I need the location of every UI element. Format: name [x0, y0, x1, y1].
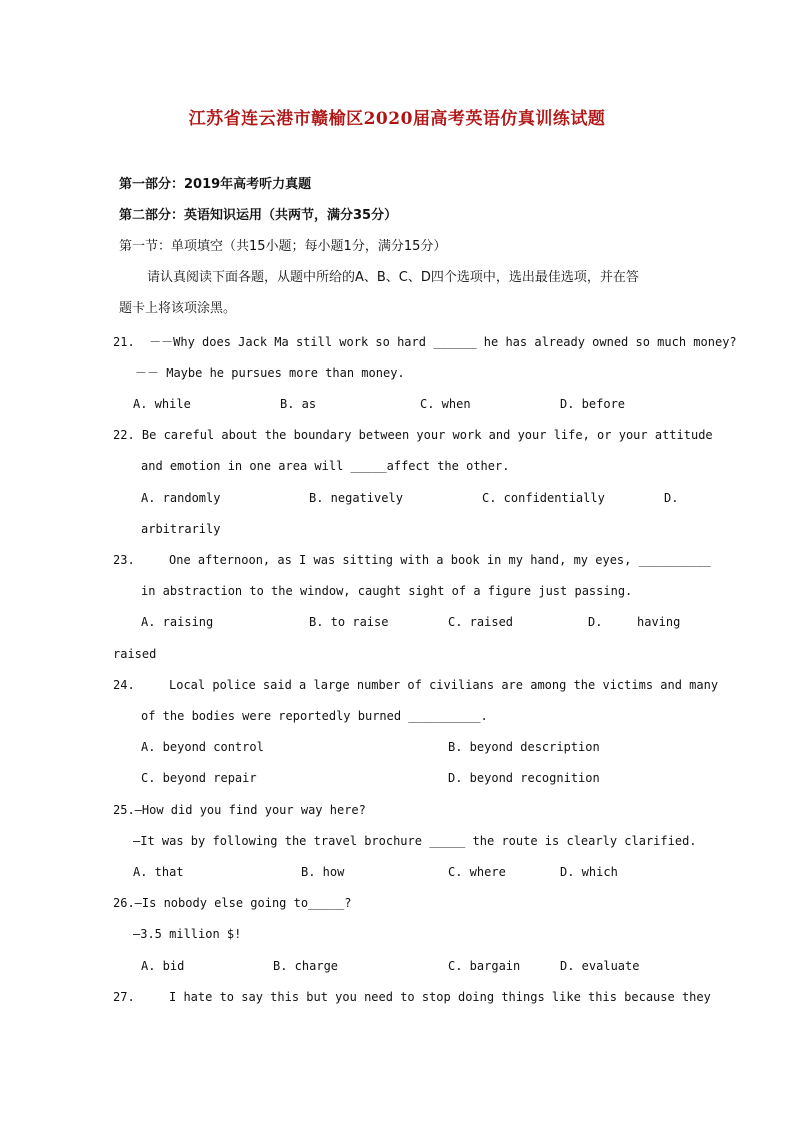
q24-stem-line-1: Local police said a large number of civilians are among the victims and many	[169, 678, 719, 692]
q26-option-c: C. bargain	[448, 959, 521, 973]
q22-option-a: A. randomly	[141, 491, 221, 505]
q23-stem-line-2: in abstraction to the window, caught sight of a figure just passing.	[141, 584, 633, 598]
q23-option-d: D.	[588, 615, 603, 629]
q25-option-a: A. that	[133, 865, 184, 879]
q27-number: 27.	[113, 990, 135, 1004]
q27-stem-line-1: I hate to say this but you need to stop doing things like this because they	[169, 990, 711, 1004]
q26-stem-line-1: 26.—Is nobody else going to_____?	[113, 896, 352, 910]
q21-stem-line-1: 21. －－Why does Jack Ma still work so hard ______ he has already owned so much money?	[113, 335, 737, 349]
q22-stem-line-1: 22. Be careful about the boundary between your work and your life, or your attitude	[113, 428, 713, 442]
q23-stem-line-1: One afternoon, as I was sitting with a book in my hand, my eyes, __________	[169, 553, 711, 567]
q25-option-b: B. how	[301, 865, 345, 879]
q22-option-d: D.	[664, 491, 679, 505]
q23-option-d-continued: raised	[113, 647, 157, 661]
q22-option-b: B. negatively	[309, 491, 403, 505]
q23-option-d-word: having	[637, 615, 681, 629]
q22-option-c: C. confidentially	[482, 491, 605, 505]
q26-option-d: D. evaluate	[560, 959, 640, 973]
q25-option-d: D. which	[560, 865, 618, 879]
q21-option-d: D. before	[560, 397, 626, 411]
q25-stem-line-1: 25.—How did you find your way here?	[113, 803, 366, 817]
q23-number: 23.	[113, 553, 135, 567]
q23-option-c: C. raised	[448, 615, 514, 629]
q24-number: 24.	[113, 678, 135, 692]
part1-heading: 第一部分：2019年高考听力真题	[119, 177, 312, 192]
q24-option-a: A. beyond control	[141, 740, 264, 754]
q25-stem-line-2: —It was by following the travel brochure _____ the route is clearly clarified.	[133, 834, 697, 848]
q21-option-a: A. while	[133, 397, 191, 411]
q25-option-c: C. where	[448, 865, 506, 879]
q21-option-b: B. as	[280, 397, 317, 411]
q24-option-b: B. beyond description	[448, 740, 600, 754]
q26-option-b: B. charge	[273, 959, 339, 973]
page-title: 江苏省连云港市赣榆区2020届高考英语仿真训练试题	[188, 109, 606, 129]
q22-stem-line-2: and emotion in one area will _____affect the other.	[141, 459, 510, 473]
q24-option-c: C. beyond repair	[141, 771, 257, 785]
section1-heading: 第一节：单项填空（共15小题；每小题1分，满分15分）	[119, 239, 447, 254]
q26-stem-line-2: —3.5 million $!	[133, 927, 242, 941]
q21-stem-line-2: －－ Maybe he pursues more than money.	[135, 366, 405, 380]
instructions-line-2: 题卡上将该项涂黑。	[119, 301, 237, 316]
q23-option-a: A. raising	[141, 615, 214, 629]
q24-stem-line-2: of the bodies were reportedly burned __________.	[141, 709, 488, 723]
q26-option-a: A. bid	[141, 959, 185, 973]
q22-option-d-continued: arbitrarily	[141, 522, 221, 536]
part2-heading: 第二部分：英语知识运用（共两节，满分35分）	[119, 208, 398, 223]
q21-option-c: C. when	[420, 397, 471, 411]
q23-option-b: B. to raise	[309, 615, 389, 629]
instructions-line-1: 请认真阅读下面各题，从题中所给的A、B、C、D四个选项中，选出最佳选项，并在答	[147, 270, 639, 285]
q24-option-d: D. beyond recognition	[448, 771, 600, 785]
